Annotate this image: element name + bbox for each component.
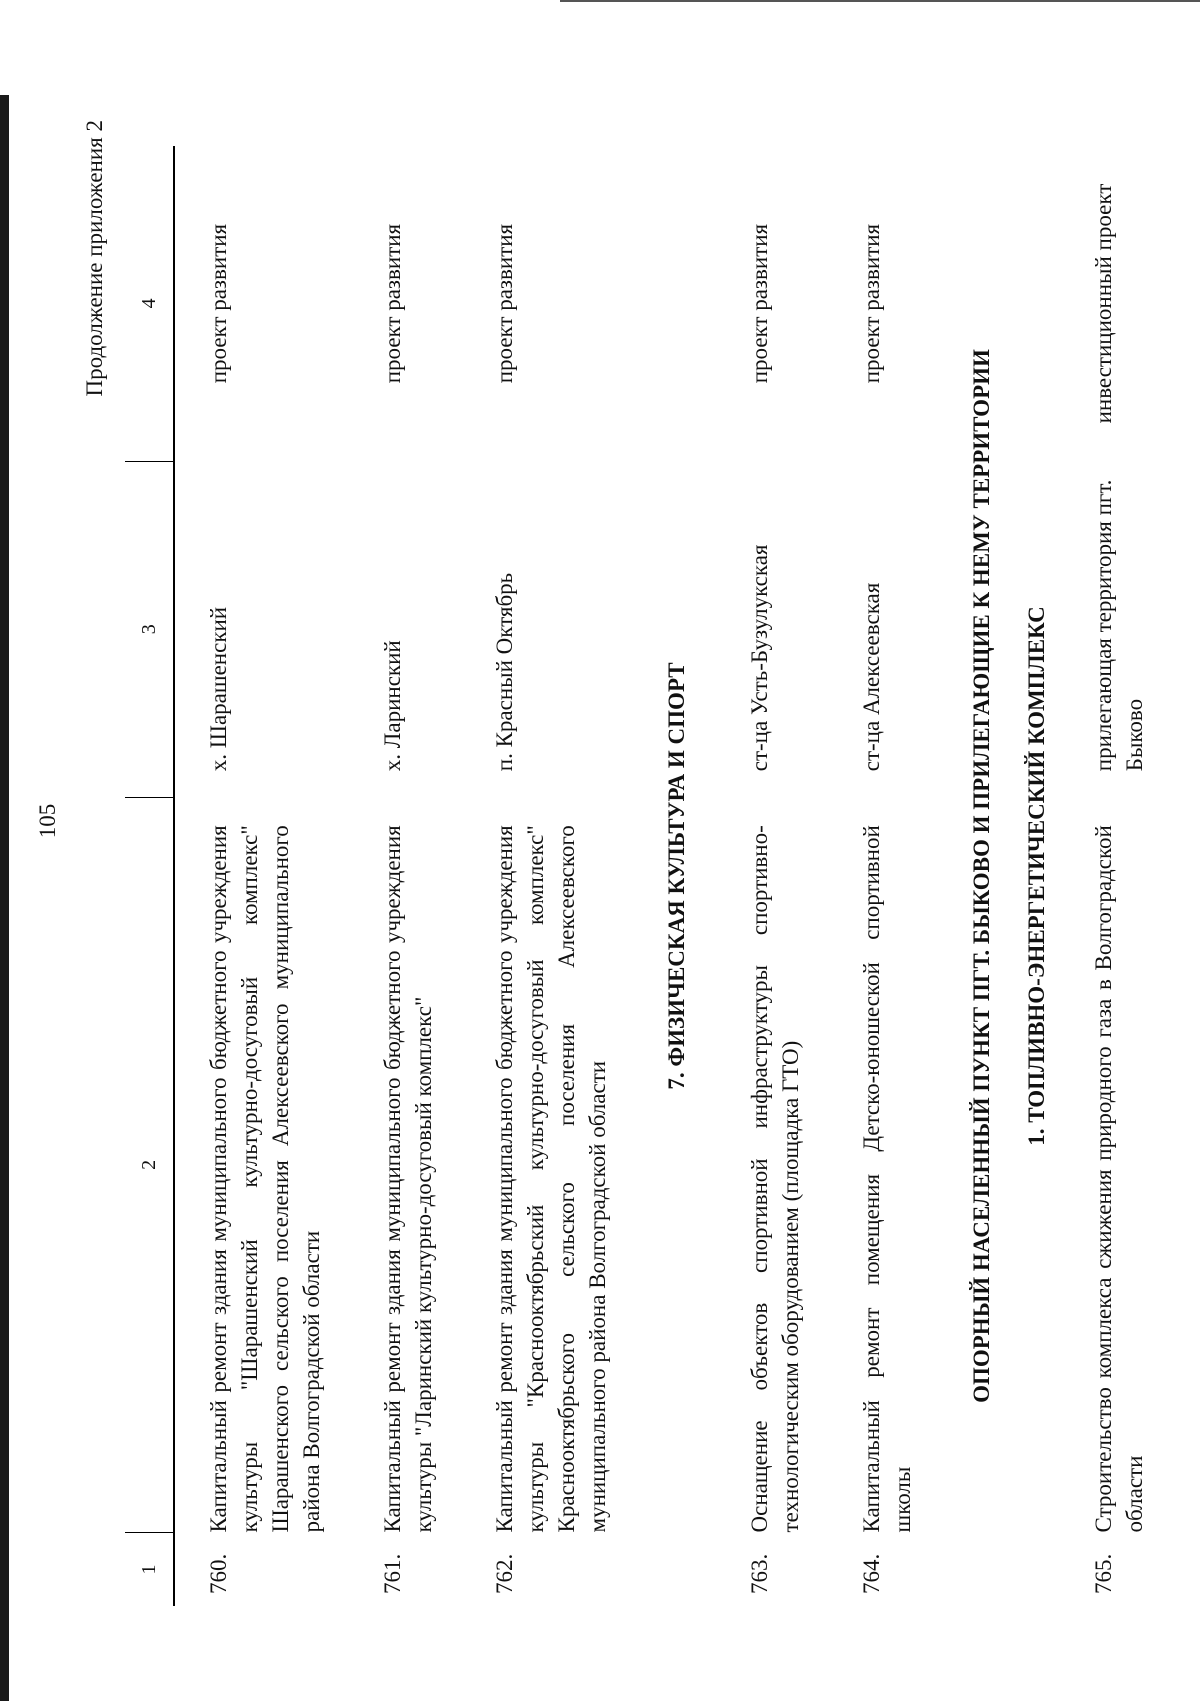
subsection-heading-fuel: 1. ТОПЛИВНО-ЭНЕРГЕТИЧЕСКИЙ КОМПЛЕКС	[1024, 606, 1049, 1146]
table-row	[174, 146, 349, 1606]
row-number: 762.	[492, 1553, 517, 1594]
row-type: проект развития	[380, 223, 405, 384]
row-number: 761.	[380, 1553, 405, 1594]
table-row	[716, 146, 828, 1606]
row-number: 764.	[859, 1553, 884, 1594]
row-description: Капитальный ремонт здания муниципального бюджетного учреждения культуры "Краснооктябрьский культурно-досуговый комплекс" Краснооктябрьского сельского поселения Алексеевского муниципального района Волгоградской области	[492, 825, 610, 1533]
row-description: Капитальный ремонт здания муниципального бюджетного учреждения культуры "Шарашенский культурно-досуговый комплекс" Шарашенского сельского поселения Алексеевского муниципального района Волгоградской области	[206, 825, 324, 1533]
section-row	[635, 146, 716, 1606]
row-type: проект развития	[747, 223, 772, 384]
row-description: Строительство комплекса сжижения природного газа в Волгоградской области	[1091, 825, 1147, 1533]
table-row	[1060, 146, 1172, 1606]
row-location: х. Ларинский	[380, 640, 405, 772]
column-number: 2	[125, 797, 174, 1532]
continuation-label: Продолжение приложения 2	[82, 120, 107, 397]
table-row	[349, 146, 461, 1606]
row-location: п. Красный Октябрь	[492, 572, 517, 772]
section-heading-bykovo: ОПОРНЫЙ НАСЕЛЕННЫЙ ПУНКТ ПГТ. БЫКОВО И ПРИЛЕГАЮЩИЕ К НЕМУ ТЕРРИТОРИИ	[969, 349, 994, 1403]
projects-table	[125, 146, 1172, 1606]
row-location: ст-ца Алексеевская	[859, 582, 884, 772]
row-location: ст-ца Усть-Бузулукская	[747, 544, 772, 772]
page-number: 105	[35, 803, 60, 839]
column-number: 4	[125, 146, 174, 461]
subsection-row	[1021, 146, 1060, 1606]
row-location: прилегающая территория пгт. Быково	[1091, 479, 1147, 772]
row-description: Капитальный ремонт здания муниципального бюджетного учреждения культуры "Ларинский культурно-досуговый комплекс"	[380, 825, 436, 1533]
table-row	[461, 146, 635, 1606]
section-heading-sport: 7. ФИЗИЧЕСКАЯ КУЛЬТУРА И СПОРТ	[664, 662, 689, 1090]
row-description: Оснащение объектов спортивной инфраструктуры спортивно-технологическим оборудованием (площадка ГТО)	[747, 825, 803, 1533]
row-type: инвестиционный проект	[1091, 183, 1116, 424]
row-location: х. Шарашенский	[206, 606, 231, 772]
row-number: 763.	[747, 1553, 772, 1594]
row-type: проект развития	[206, 223, 231, 384]
row-type: проект развития	[859, 223, 884, 384]
column-number: 3	[125, 461, 174, 797]
row-type: проект развития	[492, 223, 517, 384]
section-row	[940, 146, 1021, 1606]
row-number: 760.	[206, 1553, 231, 1594]
row-description: Капитальный ремонт помещения Детско-юношеской спортивной школы	[859, 825, 915, 1533]
table-row	[828, 146, 940, 1606]
column-number-row	[125, 146, 174, 1606]
row-number: 765.	[1091, 1553, 1116, 1594]
column-number: 1	[125, 1532, 174, 1606]
